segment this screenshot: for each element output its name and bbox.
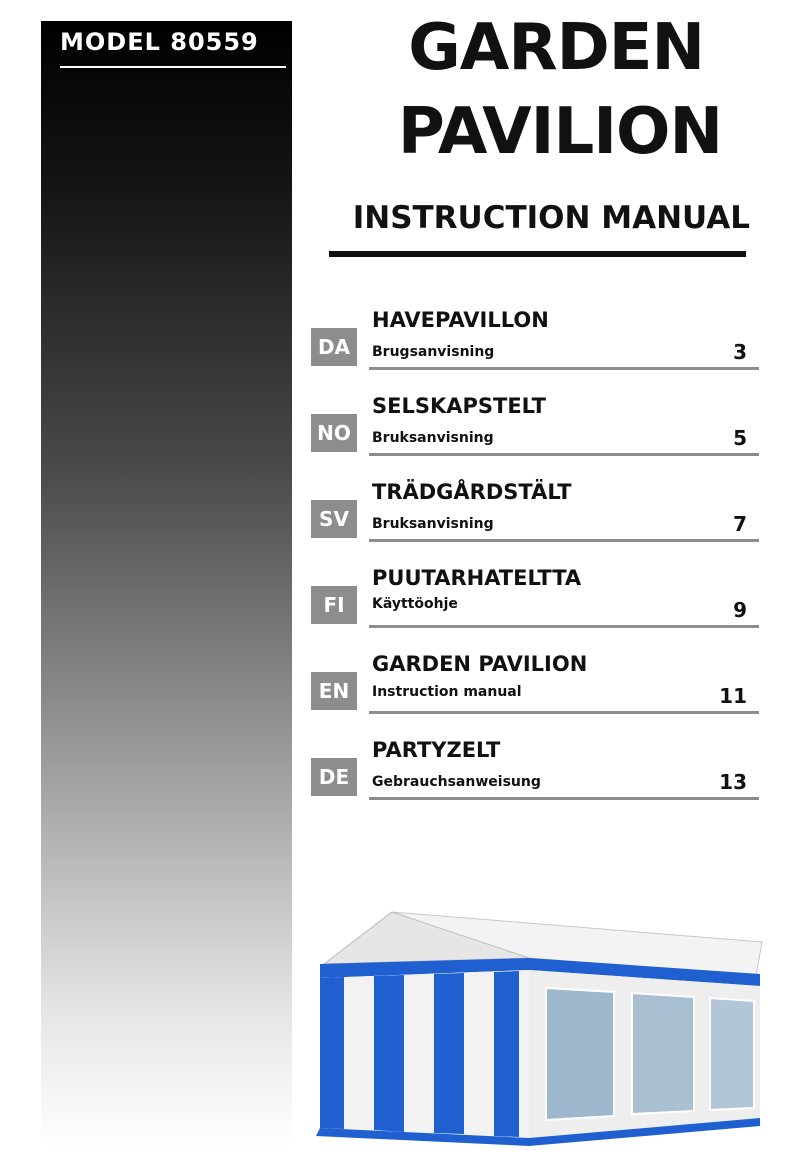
page-number: 11 [719, 684, 747, 708]
language-badge: NO [311, 414, 357, 452]
tent-illustration [314, 906, 764, 1146]
front-stripe [374, 975, 404, 1132]
language-entry-no [311, 394, 761, 454]
front-stripe [434, 973, 464, 1134]
language-title: TRÄDGÅRDSTÄLT [372, 480, 572, 504]
page-number: 3 [733, 340, 747, 364]
language-badge: FI [311, 586, 357, 624]
language-subtitle: Instruction manual [372, 684, 522, 700]
language-title: HAVEPAVILLON [372, 308, 549, 332]
entry-rule [369, 453, 759, 456]
title-line-1: GARDEN [408, 11, 704, 85]
front-stripe [320, 977, 344, 1129]
model-number: MODEL 80559 [60, 28, 286, 68]
language-badge: DA [311, 328, 357, 366]
language-entry-en [311, 652, 761, 712]
title-line-2: PAVILION [397, 95, 722, 169]
entry-rule [369, 711, 759, 714]
page-number: 5 [733, 426, 747, 450]
page-number: 13 [719, 770, 747, 794]
language-entry-de [311, 738, 761, 798]
language-subtitle: Bruksanvisning [372, 516, 494, 532]
language-title: PUUTARHATELTTA [372, 566, 582, 590]
entry-rule [369, 539, 759, 542]
front-stripe [494, 971, 519, 1137]
language-title: PARTYZELT [372, 738, 501, 762]
language-badge: DE [311, 758, 357, 796]
language-entry-fi [311, 566, 761, 626]
entry-rule [369, 625, 759, 628]
language-subtitle: Gebrauchsanweisung [372, 774, 541, 790]
language-entry-sv [311, 480, 761, 540]
page-number: 7 [733, 512, 747, 536]
language-subtitle: Bruksanvisning [372, 430, 494, 446]
language-subtitle: Brugsanvisning [372, 344, 495, 360]
gradient-side-band [41, 21, 292, 1148]
side-window [632, 993, 694, 1114]
side-window [546, 988, 614, 1120]
language-title: GARDEN PAVILION [372, 652, 588, 676]
language-subtitle: Käyttöohje [372, 596, 458, 612]
entry-rule [369, 797, 759, 800]
manual-subtitle: INSTRUCTION MANUAL [352, 200, 750, 236]
language-badge: SV [311, 500, 357, 538]
language-title: SELSKAPSTELT [372, 394, 546, 418]
language-entry-da [311, 308, 761, 368]
subtitle-rule [329, 251, 746, 257]
entry-rule [369, 367, 759, 370]
side-window [710, 998, 754, 1110]
page-number: 9 [733, 598, 747, 622]
language-badge: EN [311, 672, 357, 710]
